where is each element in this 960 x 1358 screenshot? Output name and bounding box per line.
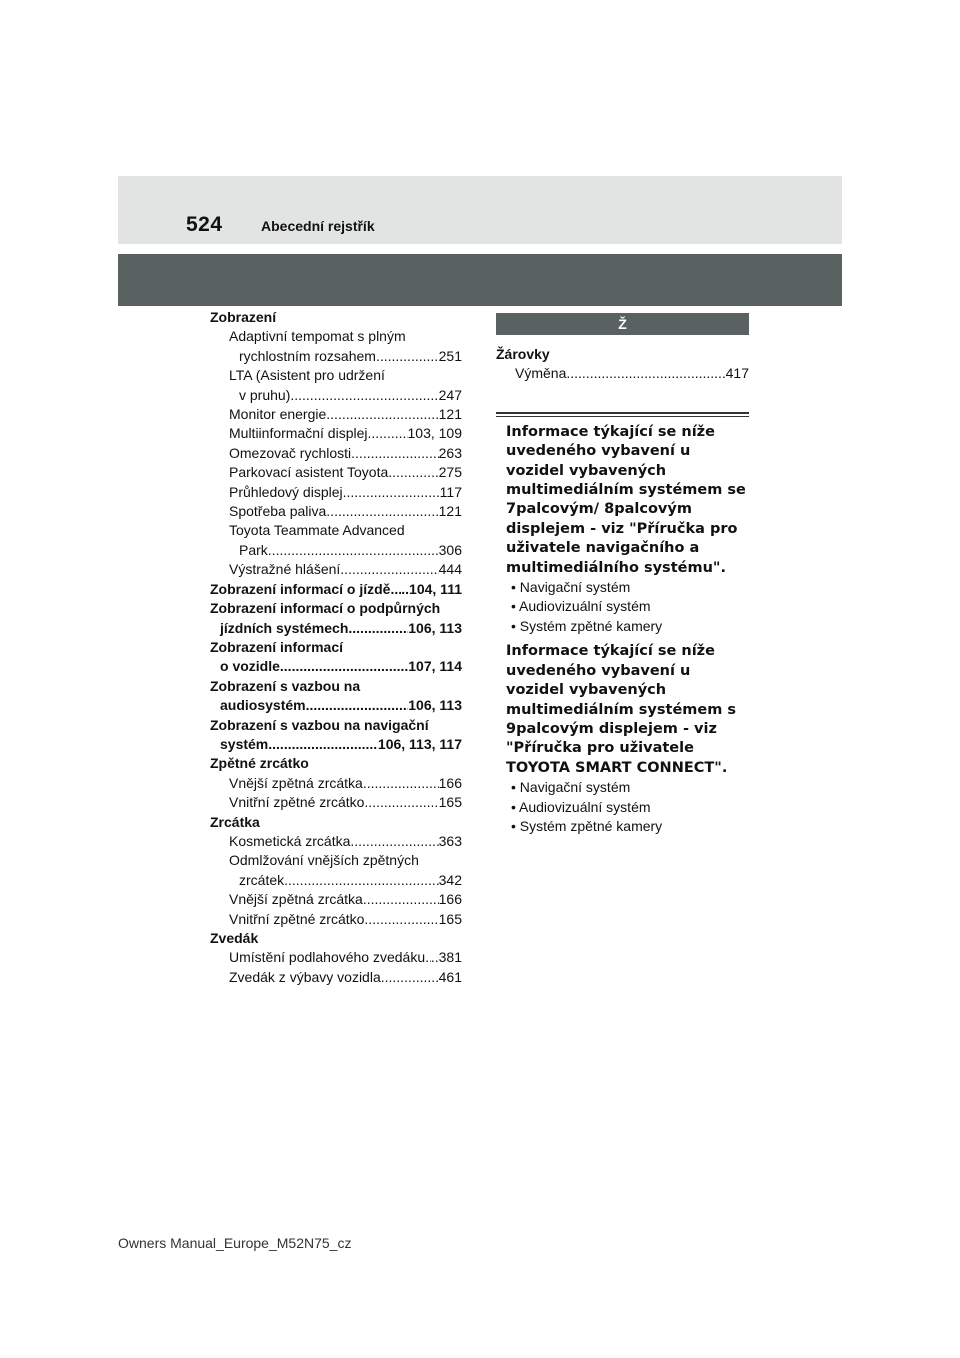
index-entry-page: 461 — [438, 968, 462, 985]
index-entry — [496, 364, 749, 383]
index-entry-line: Adaptivní tempomat s plným — [229, 328, 406, 345]
bullet-item: • Navigační systém — [511, 779, 631, 796]
index-heading-zpetne-zrcatko: Zpětné zrcátko — [210, 755, 309, 772]
index-entry — [210, 405, 462, 424]
index-entry-label: Parkovací asistent Toyota — [229, 464, 389, 481]
index-entry — [210, 793, 462, 812]
index-entry-page: 417 — [725, 365, 749, 382]
index-entry — [210, 968, 462, 987]
index-entry-label: Kosmetická zrcátka — [229, 832, 351, 849]
index-entry — [210, 541, 462, 560]
bullet-item: • Systém zpětné kamery — [511, 617, 663, 634]
index-heading-zarovky: Žárovky — [496, 346, 550, 362]
index-entry-line: Zobrazení s vazbou na — [210, 677, 361, 694]
index-entry — [210, 347, 462, 366]
index-entry — [210, 890, 462, 909]
index-heading-zobrazeni: Zobrazení — [210, 309, 277, 325]
index-entry-label: Vnitřní zpětné zrcátko — [229, 794, 365, 811]
info-note: Informace týkající se níže uvedeného vybavení u vozidel vybavených multimediálním systémem se 7palcovým/ 8palcovým displejem - viz "Příručka pro uživatele navigačního a multimediálního systému". — [506, 423, 746, 576]
index-entry-line: LTA (Asistent pro udržení — [229, 367, 385, 384]
section-title: Abecední rejstřík — [261, 218, 375, 234]
index-entry-label: Spotřeba paliva — [229, 503, 327, 520]
index-entry-label: Park — [239, 541, 268, 558]
index-entry — [210, 444, 462, 463]
index-entry — [210, 774, 462, 793]
index-entry-label: Zobrazení informací o jízdě — [210, 580, 391, 597]
index-entry — [210, 832, 462, 851]
index-entry — [210, 483, 462, 502]
index-entry — [210, 871, 462, 890]
index-entry-label: Omezovač rychlosti — [229, 444, 352, 461]
index-heading-zvedak: Zvedák — [210, 930, 259, 946]
index-entry-page: ..381 — [430, 949, 462, 966]
index-entry-page: 363 — [438, 832, 462, 849]
index-entry-page: 107, 114 — [408, 658, 462, 675]
index-entry-page: 251 — [438, 347, 462, 364]
index-entry — [210, 948, 462, 967]
index-entry-page: 342 — [438, 871, 462, 888]
header-band — [118, 176, 842, 244]
index-entry-page: 165 — [438, 910, 462, 927]
bullet-item: • Navigační systém — [511, 579, 631, 596]
index-entry — [210, 502, 462, 521]
index-entry-label: Výstražné hlášení — [229, 561, 341, 578]
bullet-item: • Audiovizuální systém — [511, 598, 651, 615]
index-entry-line: Zobrazení informací o podpůrných — [210, 600, 441, 617]
index-entry — [210, 386, 462, 405]
index-entry-label: Vnější zpětná zrcátka — [229, 891, 363, 908]
index-entry-label: Výměna — [515, 365, 567, 382]
index-entry-page: 103, 109 — [407, 425, 462, 442]
bullet-item: • Audiovizuální systém — [511, 798, 651, 815]
index-entry-bold — [210, 696, 462, 715]
index-entry-label: Monitor energie — [229, 406, 327, 423]
index-entry-label: o vozidle — [220, 658, 280, 675]
index-entry-line: Odmlžování vnějších zpětných — [229, 852, 419, 869]
index-entry-label: Vnitřní zpětné zrcátko — [229, 910, 365, 927]
index-entry — [210, 910, 462, 929]
index-entry — [210, 424, 462, 443]
index-heading-zrcatka: Zrcátka — [210, 813, 260, 830]
index-entry-page: 444 — [438, 561, 462, 578]
index-entry-page: 165 — [438, 794, 462, 811]
bullet-item: • Systém zpětné kamery — [511, 817, 663, 834]
index-entry-page: 275 — [438, 464, 462, 481]
index-entry-label: jízdních systémech — [220, 619, 349, 636]
index-entry-page: 306 — [438, 541, 462, 558]
index-entry-label: systém — [220, 735, 269, 752]
index-entry-label: rychlostním rozsahem — [239, 347, 376, 364]
index-entry-label: v pruhu) — [239, 386, 291, 403]
index-entry-page: 106, 113, 117 — [377, 735, 462, 752]
index-entry-line: Zobrazení informací — [210, 638, 344, 655]
index-entry-page: 166 — [438, 891, 462, 908]
index-entry-label: audiosystém — [220, 697, 306, 714]
index-entry-label: Vnější zpětná zrcátka — [229, 774, 363, 791]
index-entry-page: 121 — [438, 406, 462, 423]
page-number: 524 — [186, 213, 223, 236]
index-entry-page: 106, 113 — [408, 697, 462, 714]
index-right-column — [496, 313, 749, 836]
index-entry-label: Zvedák z výbavy vozidla — [229, 968, 381, 985]
index-entry-page: 106, 113 — [408, 619, 462, 636]
index-entry-page: 117 — [439, 483, 462, 500]
index-entry-page: 121 — [438, 503, 462, 520]
index-entry-page: ..104, 111 — [401, 580, 462, 597]
index-entry — [210, 560, 462, 579]
footer-text: Owners Manual_Europe_M52N75_cz — [118, 1235, 352, 1251]
index-entry-line: Zobrazení s vazbou na navigační — [210, 716, 429, 733]
index-entry-label: zrcátek — [239, 871, 285, 888]
index-entry-label: Průhledový displej — [229, 483, 343, 500]
header-dark-band — [118, 254, 842, 306]
index-entry-bold — [210, 580, 462, 599]
index-entry-label: Umístění podlahového zvedáku — [229, 949, 426, 966]
index-entry-label: Multiinformační displej — [229, 425, 368, 442]
index-entry-page: 263 — [438, 444, 462, 461]
index-entry-page: 247 — [438, 386, 462, 403]
index-entry-bold — [210, 619, 462, 638]
index-entry — [210, 463, 462, 482]
index-entry-bold — [210, 735, 462, 754]
index-entry-bold — [210, 657, 462, 676]
index-entry-line: Toyota Teammate Advanced — [229, 522, 405, 539]
index-letter-bar: Ž — [496, 313, 749, 335]
index-entry-page: 166 — [438, 774, 462, 791]
index-left-column — [210, 308, 462, 987]
info-note: Informace týkající se níže uvedeného vybavení u vozidel vybavených multimediálním systémem s 9palcovým displejem - viz "Příručka pro uživatele TOYOTA SMART CONNECT". — [506, 643, 737, 776]
